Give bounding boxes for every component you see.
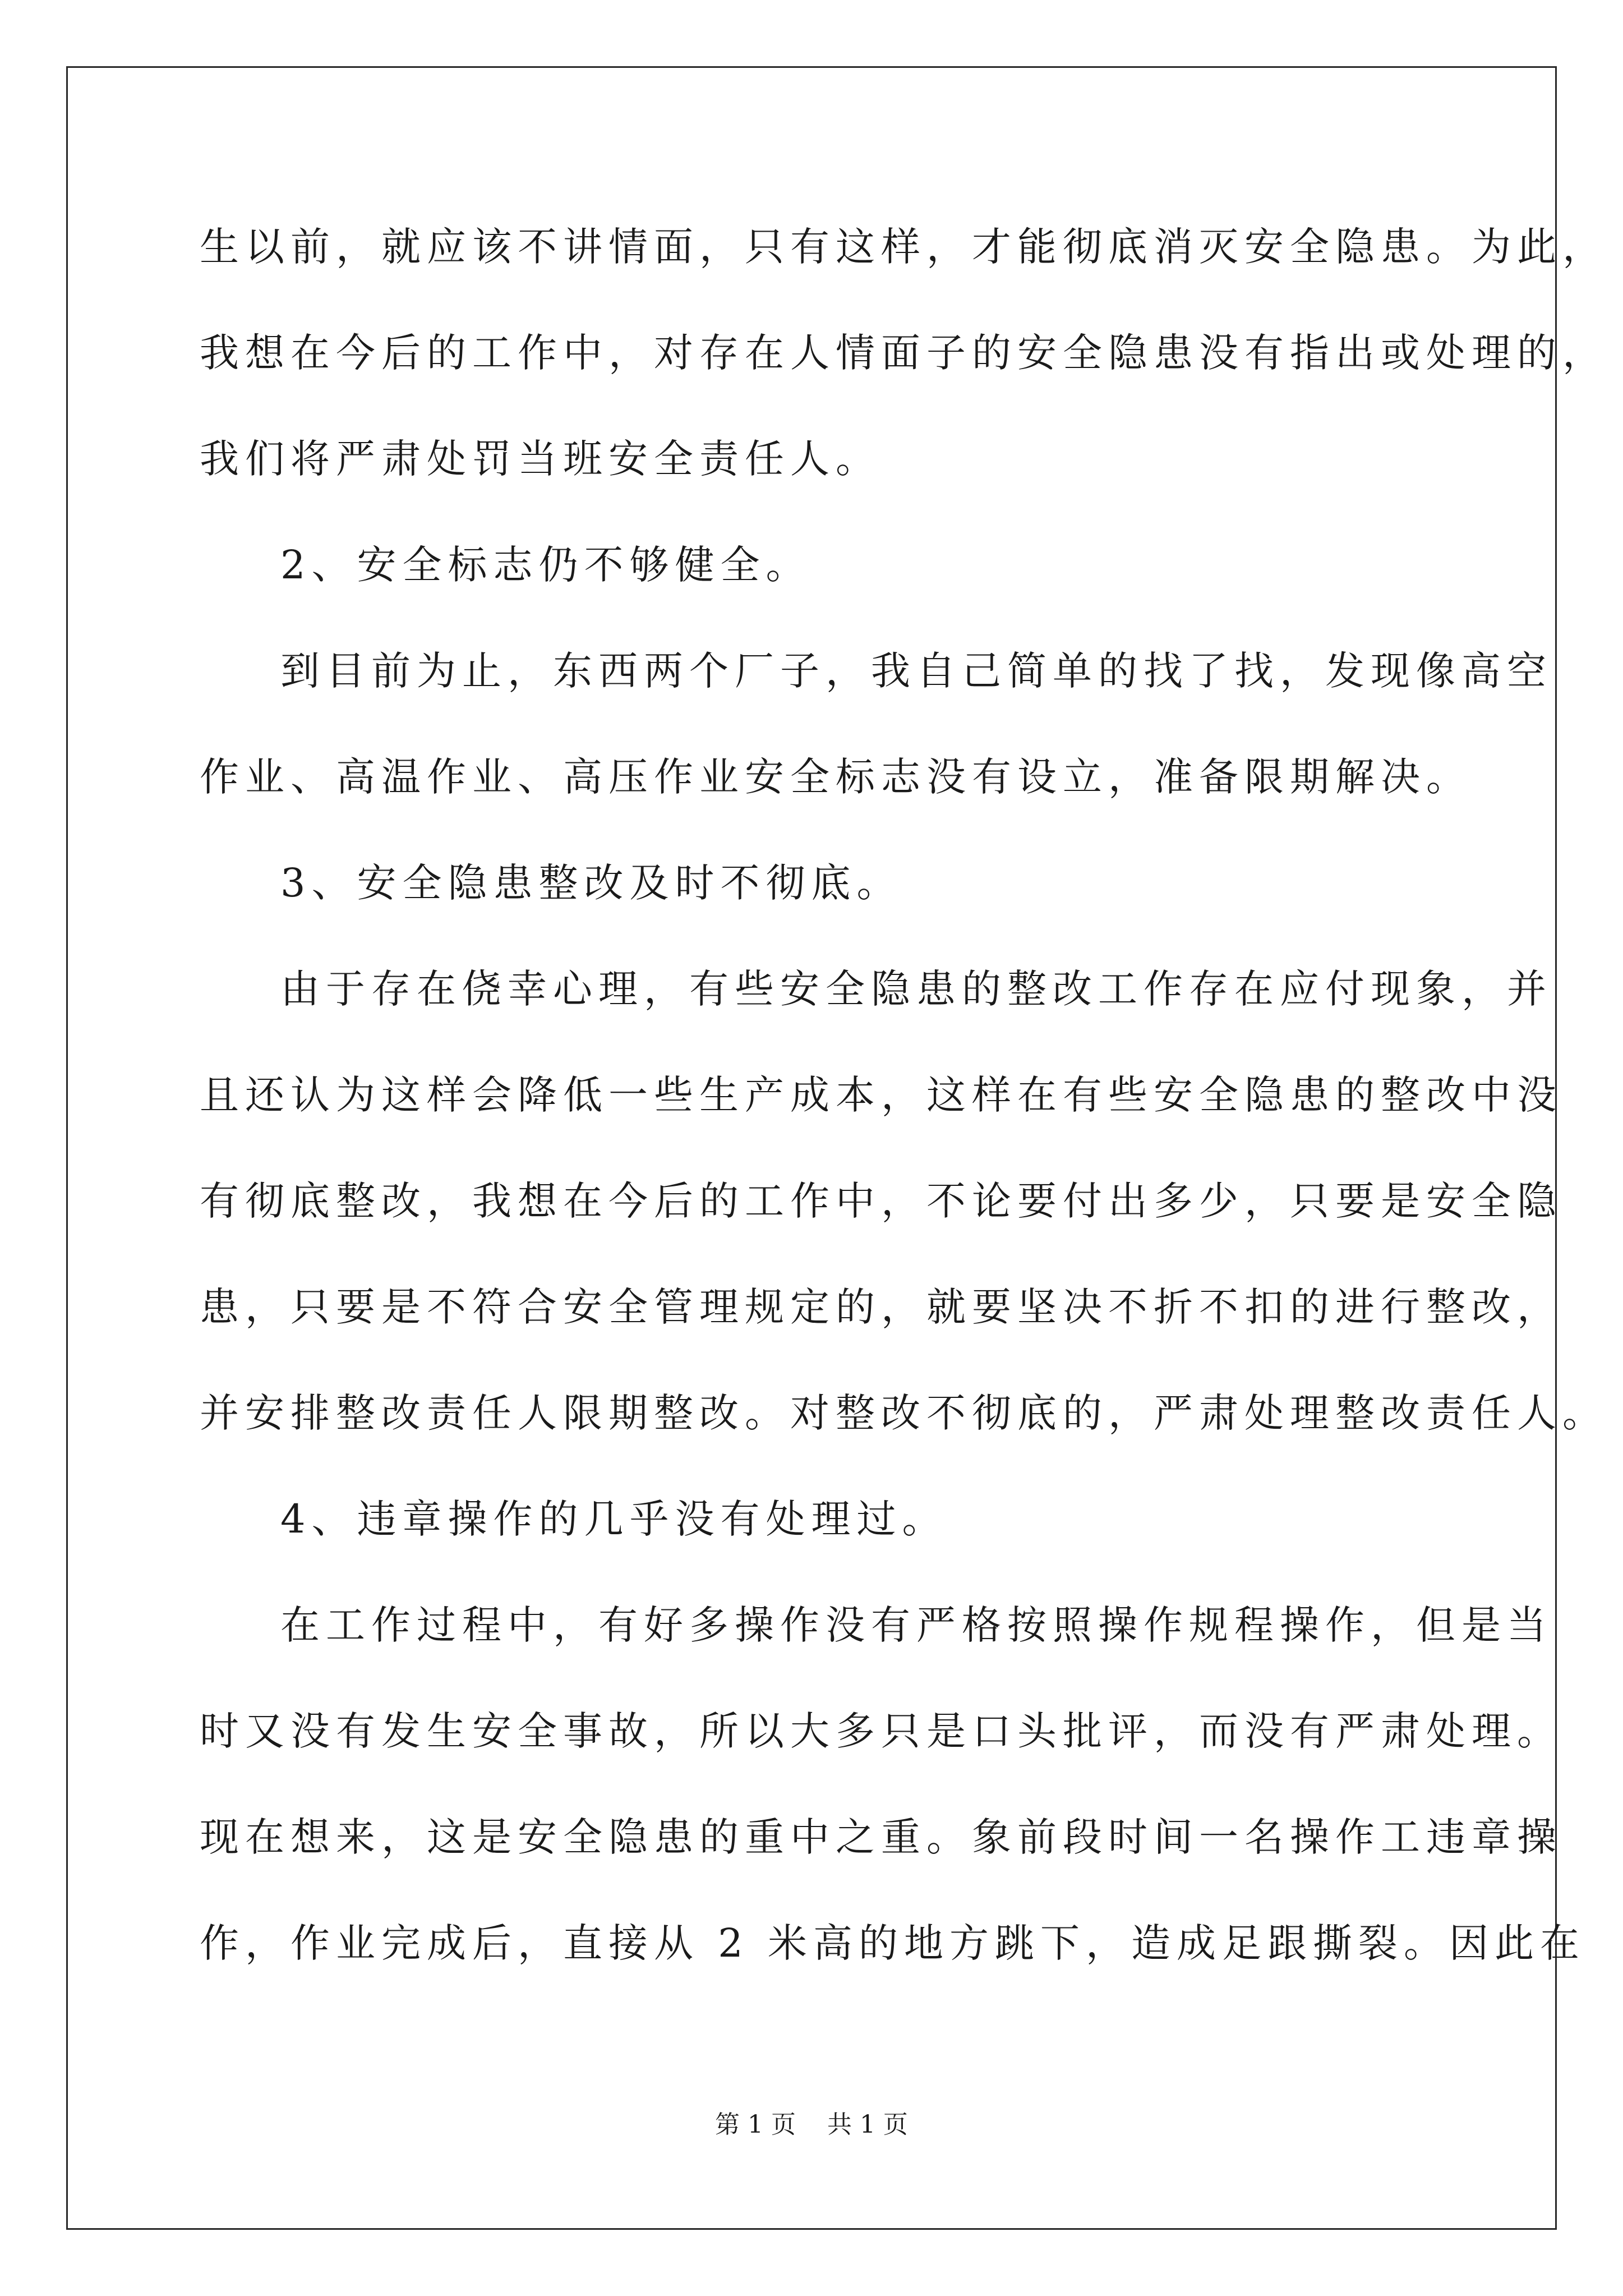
text-line: 由于存在侥幸心理，有些安全隐患的整改工作存在应付现象，并 [280, 966, 1552, 1012]
text-line: 我们将严肃处罚当班安全责任人。 [200, 436, 881, 482]
text-line: 且还认为这样会降低一些生产成本，这样在有些安全隐患的整改中没 [200, 1072, 1562, 1118]
section-heading: 3、安全隐患整改及时不彻底。 [280, 860, 902, 906]
text-line: 到目前为止，东西两个厂子，我自己简单的找了找，发现像高空 [280, 648, 1552, 694]
text-line: 时又没有发生安全事故，所以大多只是口头批评，而没有严肃处理。 [200, 1708, 1562, 1754]
text-line: 在工作过程中，有好多操作没有严格按照操作规程操作，但是当 [280, 1602, 1552, 1648]
text-line: 并安排整改责任人限期整改。对整改不彻底的，严肃处理整改责任人。 [200, 1390, 1608, 1436]
text-line: 有彻底整改，我想在今后的工作中，不论要付出多少，只要是安全隐 [200, 1178, 1562, 1224]
text-line: 现在想来，这是安全隐患的重中之重。象前段时间一名操作工违章操 [200, 1814, 1562, 1860]
text-line: 生以前，就应该不讲情面，只有这样，才能彻底消灭安全隐患。为此， [200, 224, 1608, 270]
text-line: 作，作业完成后，直接从 2 米高的地方跳下，造成足跟撕裂。因此在 [200, 1920, 1586, 1966]
document-body [200, 213, 1608, 2016]
text-line: 我想在今后的工作中，对存在人情面子的安全隐患没有指出或处理的， [200, 330, 1608, 376]
page-footer: 第 1 页 共 1 页 [715, 2110, 908, 2139]
section-heading: 2、安全标志仍不够健全。 [280, 542, 811, 588]
text-line: 作业、高温作业、高压作业安全标志没有设立，准备限期解决。 [200, 754, 1472, 800]
text-line: 患，只要是不符合安全管理规定的，就要坚决不折不扣的进行整改， [200, 1284, 1562, 1330]
section-heading: 4、违章操作的几乎没有处理过。 [280, 1496, 948, 1542]
